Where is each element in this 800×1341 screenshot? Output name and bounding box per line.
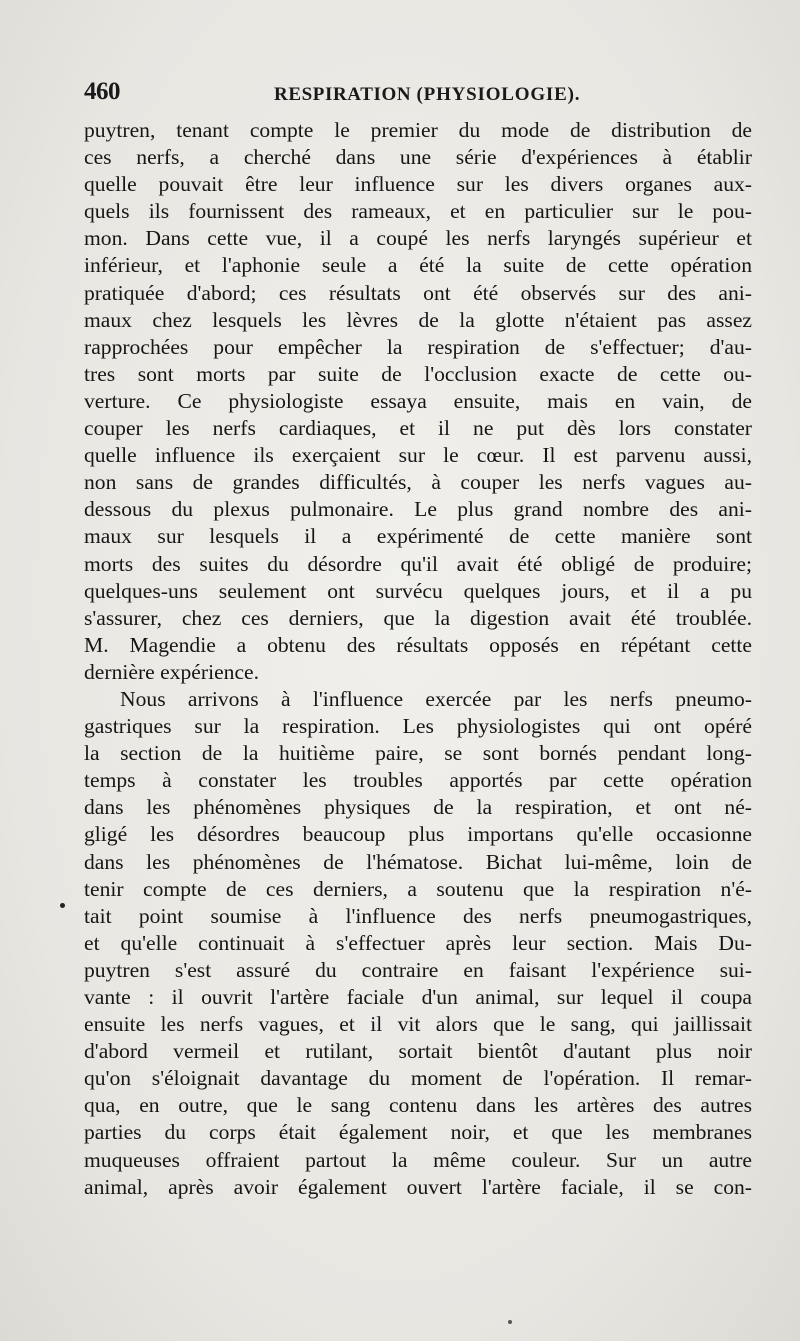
text-line: pratiquée d'abord; ces résultats ont été observés sur des ani-: [84, 280, 752, 305]
text-line: temps à constater les troubles apportés par cette opération: [84, 768, 752, 793]
text-line: puytren, tenant compte le premier du mode de distribution de: [84, 118, 752, 142]
text-line: vante : il ouvrit l'artère faciale d'un animal, sur lequel il coupa: [84, 985, 752, 1009]
text-line: quelle influence ils exerçaient sur le cœur. Il est parvenu aussi,: [84, 443, 752, 468]
text-line: ensuite les nerfs vagues, et il vit alors que le sang, qui jaillissait: [84, 1012, 752, 1037]
text-line: tait point soumise à l'influence des nerfs pneumogastriques,: [84, 903, 752, 928]
page-header: [84, 78, 752, 114]
text-line: maux sur lesquels il a expérimenté de cette manière sont: [84, 524, 752, 549]
text-line: dessous du plexus pulmonaire. Le plus grand nombre des ani-: [84, 497, 752, 522]
text-line: qua, en outre, que le sang contenu dans les artères des autres: [84, 1093, 752, 1118]
text-line: non sans de grandes difficultés, à couper les nerfs vagues au-: [84, 470, 752, 495]
page-number: 460: [84, 78, 120, 105]
text-line: quelle pouvait être leur influence sur les divers organes aux-: [84, 172, 752, 197]
running-title: [274, 84, 580, 106]
text-line: ces nerfs, a cherché dans une série d'expériences à établir: [84, 145, 752, 170]
text-line: tres sont morts par suite de l'occlusion exacte de cette ou-: [84, 361, 752, 386]
text-line: parties du corps était également noir, et que les membranes: [84, 1120, 752, 1145]
text-line: gastriques sur la respiration. Les physiologistes qui ont opéré: [84, 714, 752, 739]
text-line: la section de la huitième paire, se sont bornés pendant long-: [84, 741, 752, 766]
text-line: gligé les désordres beaucoup plus importans qu'elle occasionne: [84, 822, 752, 847]
text-line: quels ils fournissent des rameaux, et en particulier sur le pou-: [84, 199, 752, 224]
paper-speck: [508, 1320, 512, 1324]
text-line: dans les phénomènes physiques de la respiration, et ont né-: [84, 795, 752, 820]
text-line: puytren s'est assuré du contraire en faisant l'expérience sui-: [84, 957, 752, 982]
text-line: animal, après avoir également ouvert l'artère faciale, il se con-: [84, 1174, 752, 1199]
text-line: quelques-uns seulement ont survécu quelques jours, et il a pu: [84, 578, 752, 603]
text-line: M. Magendie a obtenu des résultats opposés en répétant cette: [84, 632, 752, 657]
text-line: s'assurer, chez ces derniers, que la digestion avait été troublée.: [84, 605, 752, 630]
margin-dot-mark: [60, 903, 65, 908]
text-line: qu'on s'éloignait davantage du moment de l'opération. Il remar-: [84, 1066, 752, 1091]
text-line: verture. Ce physiologiste essaya ensuite, mais en vain, de: [84, 388, 752, 413]
body-text: [84, 117, 752, 1201]
running-title-subtitle: (PHYSIOLOGIE).: [416, 84, 581, 105]
paragraph-start-line: Nous arrivons à l'influence exercée par les nerfs pneumo-: [120, 686, 752, 711]
text-line: dans les phénomènes de l'hématose. Bichat lui-même, loin de: [84, 849, 752, 874]
text-line: et qu'elle continuait à s'effectuer après leur section. Mais Du-: [84, 930, 752, 955]
text-line: muqueuses offraient partout la même couleur. Sur un autre: [84, 1147, 752, 1172]
text-line: morts des suites du désordre qu'il avait été obligé de produire;: [84, 551, 752, 576]
text-line: couper les nerfs cardiaques, et il ne put dès lors constater: [84, 416, 752, 441]
text-line: rapprochées pour empêcher la respiration de s'effectuer; d'au-: [84, 334, 752, 359]
running-title-main: RESPIRATION: [274, 84, 412, 105]
text-line: tenir compte de ces derniers, a soutenu que la respiration n'é-: [84, 876, 752, 901]
paragraph-end-line: dernière expérience.: [84, 659, 260, 684]
text-line: inférieur, et l'aphonie seule a été la suite de cette opération: [84, 253, 752, 278]
text-line: maux chez lesquels les lèvres de la glotte n'étaient pas assez: [84, 307, 752, 332]
text-line: d'abord vermeil et rutilant, sortait bientôt d'autant plus noir: [84, 1039, 752, 1064]
text-line: mon. Dans cette vue, il a coupé les nerfs laryngés supérieur et: [84, 226, 752, 251]
